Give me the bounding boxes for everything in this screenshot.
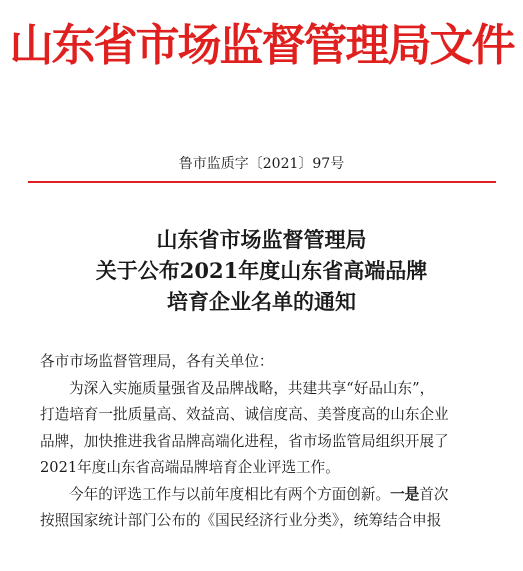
notice-title-line-3: 培育企业名单的通知 [167, 289, 356, 314]
paragraph-2-line-1 [40, 482, 492, 509]
notice-title [0, 224, 523, 317]
paragraph-2-intro: 今年的评选工作与以前年度相比有两个方面创新。 [69, 485, 391, 503]
document-header-title: 山东省市场监督管理局文件 [9, 20, 514, 71]
paragraph-2-line-2: 按照国家统计部门公布的《国民经济行业分类》，统筹结合申报 [40, 512, 442, 529]
document-number: 鲁市监质字〔2021〕97号 [178, 156, 345, 172]
paragraph-1-line-3: 品牌，加快推进我省品牌高端化进程，省市场监管局组织开展了 [40, 432, 449, 450]
notice-title-line-2: 关于公布2021年度山东省高端品牌 [95, 258, 428, 283]
paragraph-2-continuation: 首次 [419, 485, 449, 503]
notice-body [40, 349, 492, 535]
header-red-rule [28, 181, 496, 183]
paragraph-1-line-1: 为深入实施质量强省及品牌战略，共建共享“好品山东”， [69, 379, 435, 397]
notice-title-line-1: 山东省市场监督管理局 [156, 227, 367, 252]
salutation: 各市市场监督管理局，各有关单位： [40, 353, 274, 370]
paragraph-1-line-2: 打造培育一批质量高、效益高、诚信度高、美誉度高的山东企业 [40, 406, 449, 423]
paragraph-2-emphasis: 一是 [390, 485, 420, 503]
paragraph-1-line-4: 2021年度山东省高端品牌培育企业评选工作。 [40, 459, 340, 476]
